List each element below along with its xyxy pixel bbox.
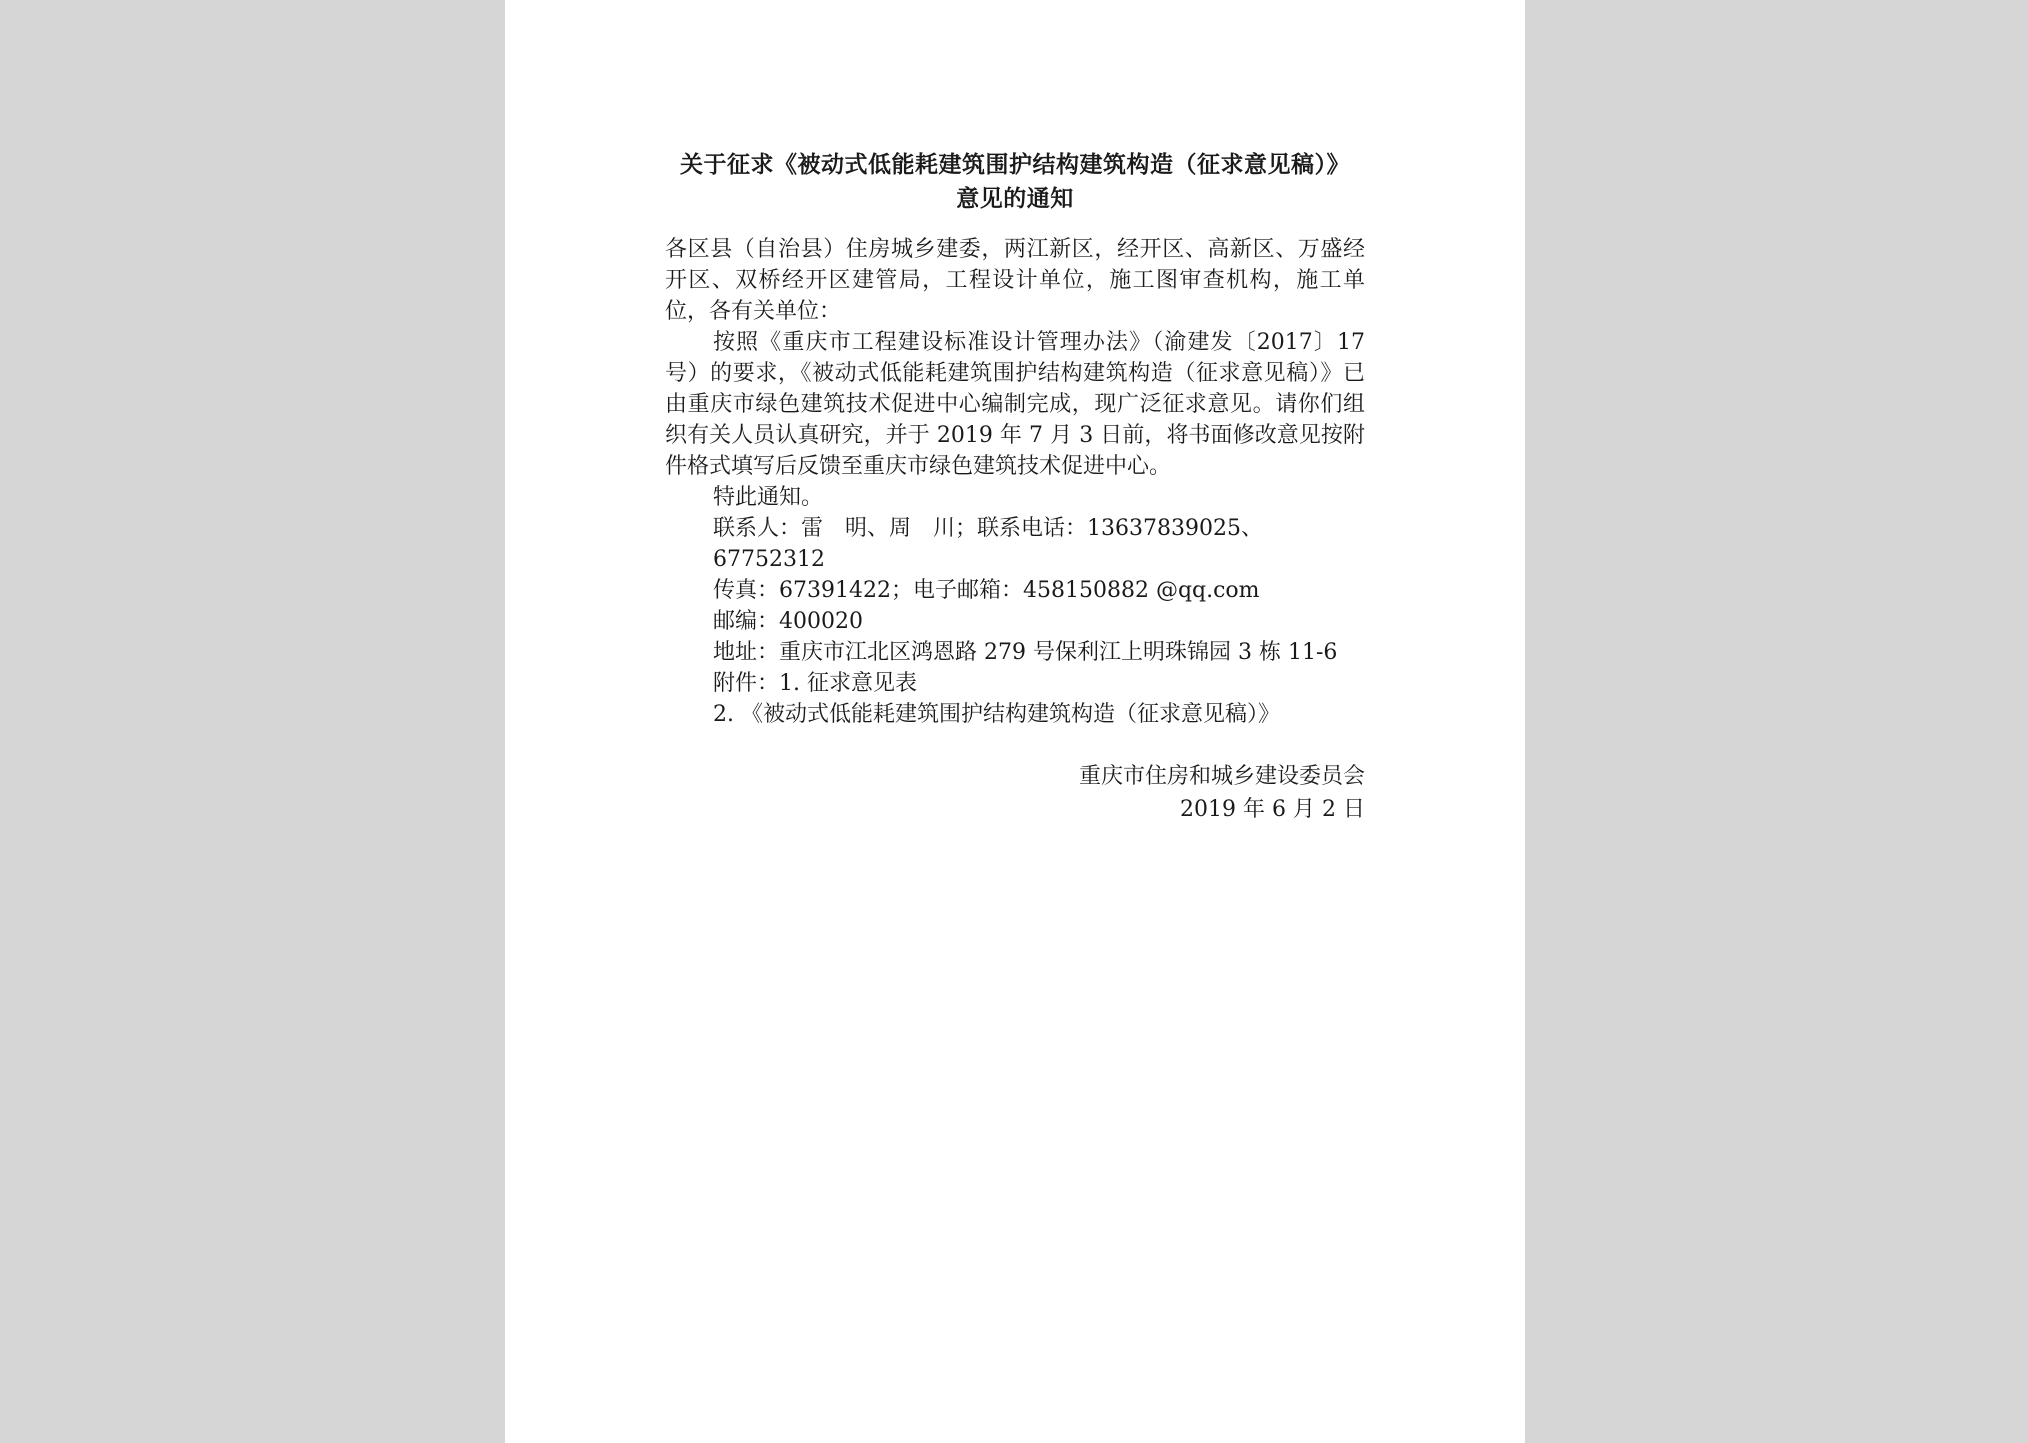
- attachment-1: 附件：1. 征求意见表: [713, 671, 917, 696]
- postcode: 邮编：400020: [713, 609, 863, 634]
- attachment-2: 2. 《被动式低能耗建筑围护结构建筑构造（征求意见稿）》: [713, 702, 1280, 727]
- notice-closing: 特此通知。: [713, 485, 824, 510]
- recipients: 各区县（自治县）住房城乡建委，两江新区，经开区、高新区、万盛经开区、双桥经开区建管局，工程设计单位，施工图审查机构，施工单位，各有关单位：: [665, 237, 1365, 324]
- document-page: [505, 0, 1525, 1443]
- address: 地址：重庆市江北区鸿恩路 279 号保利江上明珠锦园 3 栋 11-6: [713, 640, 1338, 665]
- fax-email: 传真：67391422；电子邮箱：458150882 @qq.com: [713, 578, 1260, 603]
- body-paragraph: 按照《重庆市工程建设标准设计管理办法》（渝建发〔2017〕17 号）的要求，《被动式低能耗建筑围护结构建筑构造（征求意见稿）》已由重庆市绿色建筑技术促进中心编制完成，现广泛征求意见。请你们组织有关人员认真研究，并于 2019 年 7 月 3 日前，将书面修改意见按附件格式填写后反馈至重庆市绿色建筑技术促进中心。: [665, 330, 1365, 479]
- document-content: [665, 148, 1365, 826]
- issuer: 重庆市住房和城乡建设委员会: [1078, 764, 1365, 789]
- document-title: [665, 148, 1365, 216]
- issue-date: 2019 年 6 月 2 日: [1180, 797, 1365, 822]
- signature-block: [665, 760, 1365, 826]
- title-line-2: 意见的通知: [956, 185, 1074, 212]
- contact-person: 联系人：雷 明、周 川；联系电话：13637839025、67752312: [713, 516, 1263, 572]
- title-line-1: 关于征求《被动式低能耗建筑围护结构建筑构造（征求意见稿）》: [680, 151, 1350, 178]
